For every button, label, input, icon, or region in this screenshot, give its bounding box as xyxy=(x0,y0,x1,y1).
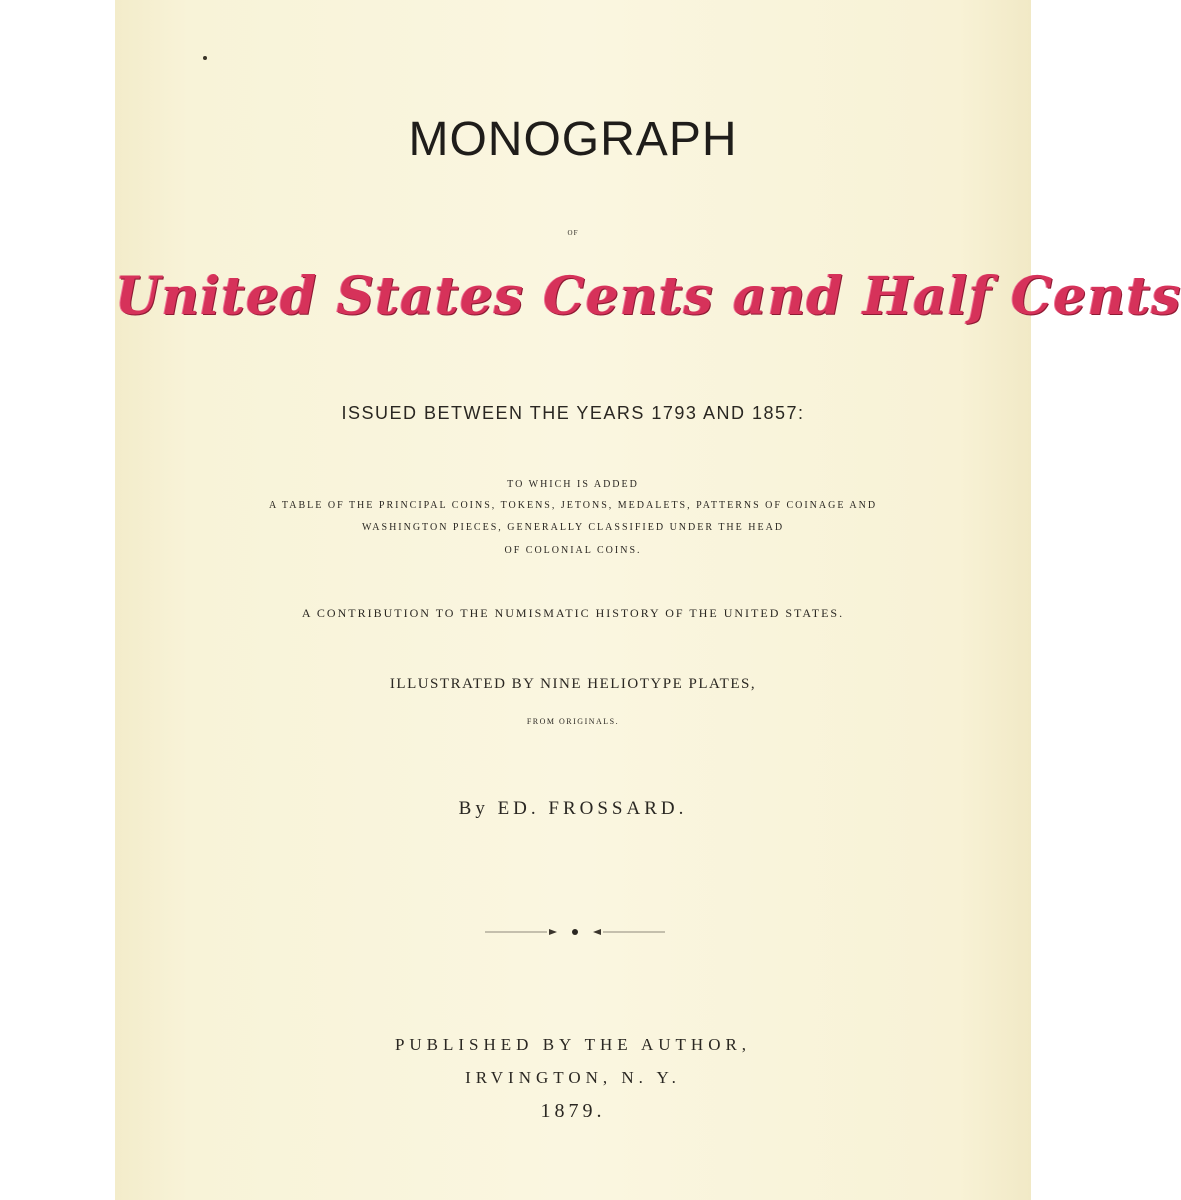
contribution-line: A CONTRIBUTION TO THE NUMISMATIC HISTORY OF THE UNITED STATES. xyxy=(301,606,845,620)
author-line: By ED. FROSSARD. xyxy=(458,798,688,819)
added-line: TO WHICH IS ADDED xyxy=(507,479,639,490)
publication-place: IRVINGTON, N. Y. xyxy=(465,1068,681,1087)
table-description-line: A TABLE OF THE PRINCIPAL COINS, TOKENS, JETONS, MEDALETS, PATTERNS OF COINAGE AND xyxy=(268,500,878,511)
originals-line: FROM ORIGINALS. xyxy=(526,717,620,726)
table-description-line: OF COLONIAL COINS. xyxy=(504,545,642,556)
book-subtitle: United States Cents and Half Cents xyxy=(115,266,1181,327)
issued-years-line: ISSUED BETWEEN THE YEARS 1793 AND 1857: xyxy=(341,403,805,423)
publisher-line: PUBLISHED BY THE AUTHOR, xyxy=(394,1035,752,1054)
publication-year: 1879. xyxy=(540,1100,606,1122)
title-page xyxy=(115,0,1181,1200)
ornament-divider-icon xyxy=(485,926,665,938)
paper-speck xyxy=(203,56,207,60)
table-description-line: WASHINGTON PIECES, GENERALLY CLASSIFIED UNDER THE HEAD xyxy=(361,522,785,533)
title-connector: OF xyxy=(567,229,579,237)
illustrated-line: ILLUSTRATED BY NINE HELIOTYPE PLATES, xyxy=(389,676,757,692)
book-title: MONOGRAPH xyxy=(408,113,738,166)
